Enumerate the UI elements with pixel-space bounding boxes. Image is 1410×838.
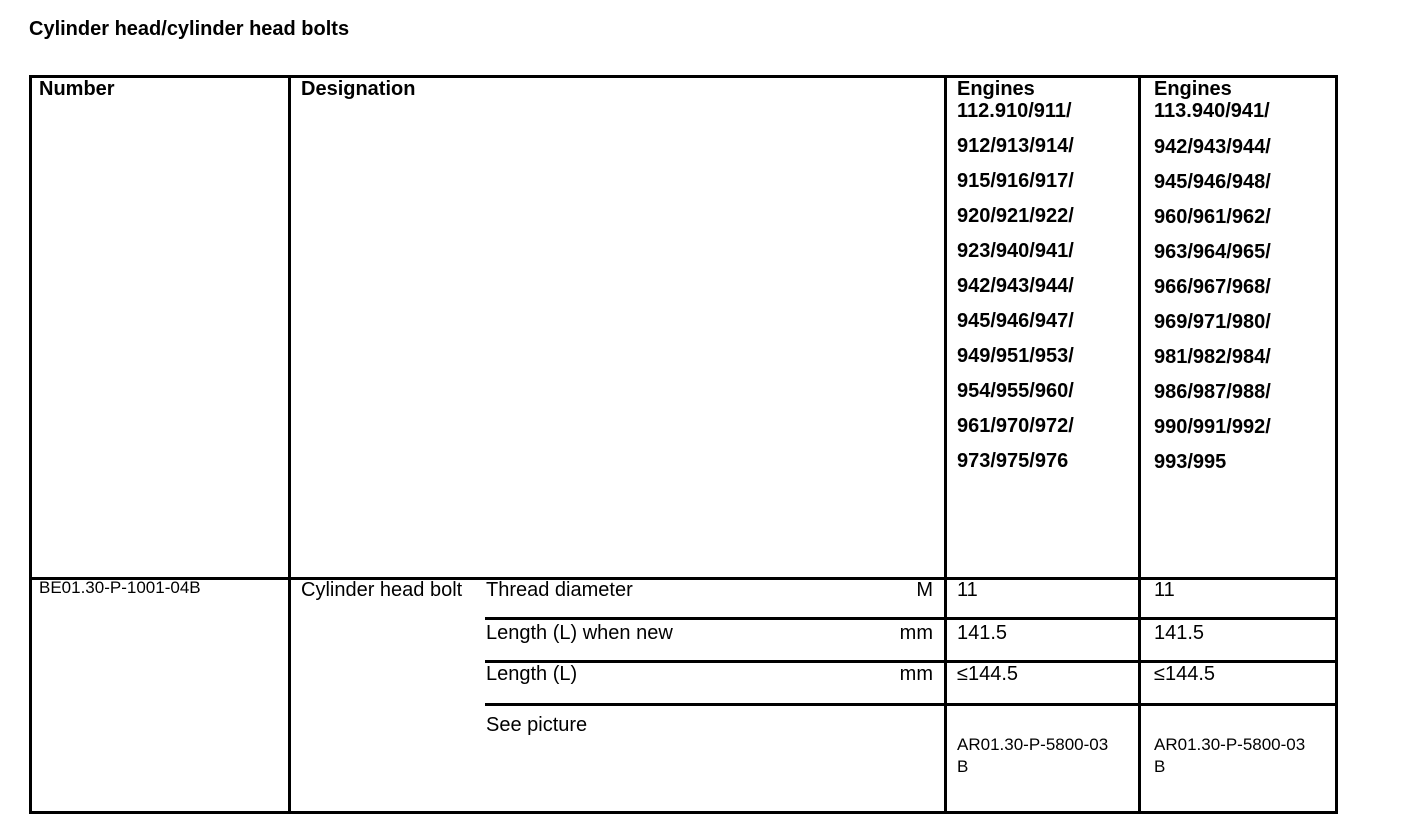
spec-label: Length (L) — [486, 663, 578, 685]
row-divider — [485, 703, 1338, 706]
engine-codes-line: 954/955/960/ — [957, 380, 1074, 402]
table-border-bottom — [29, 811, 1338, 814]
picture-reference-suffix: B — [957, 757, 969, 776]
spec-unit: mm — [899, 622, 933, 644]
engine-codes-line: 945/946/947/ — [957, 310, 1074, 332]
engine-codes-line: 112.910/911/ — [957, 100, 1072, 122]
spec-value: 141.5 — [1154, 622, 1205, 644]
spec-value: 11 — [957, 579, 978, 601]
column-divider — [288, 75, 291, 814]
spec-label: Length (L) when new — [486, 622, 673, 644]
spec-unit: M — [916, 579, 933, 601]
engine-codes-line: 113.940/941/ — [1154, 100, 1270, 122]
page-title: Cylinder head/cylinder head bolts — [29, 18, 350, 40]
spec-label: Thread diameter — [486, 579, 633, 601]
spec-value: ≤144.5 — [1154, 663, 1216, 685]
engine-codes-line: 923/940/941/ — [957, 240, 1074, 262]
spec-value: 141.5 — [957, 622, 1008, 644]
engine-codes-line: 990/991/992/ — [1154, 416, 1271, 438]
engine-codes-line: 960/961/962/ — [1154, 206, 1271, 228]
header-engines-2 — [1154, 78, 1271, 486]
engine-codes-line: 942/943/944/ — [957, 275, 1074, 297]
engine-codes-line: 981/982/984/ — [1154, 346, 1271, 368]
engines-label: Engines — [1154, 78, 1232, 100]
spec-label: See picture — [486, 714, 588, 736]
spec-table — [29, 75, 1338, 814]
engine-codes-line: 993/995 — [1154, 451, 1227, 473]
part-number: BE01.30-P-1001-04B — [39, 578, 201, 597]
picture-reference: AR01.30-P-5800-03 — [957, 735, 1109, 754]
engine-codes-line: 942/943/944/ — [1154, 136, 1271, 158]
engine-codes-line: 973/975/976 — [957, 450, 1069, 472]
row-divider — [485, 617, 1338, 620]
engine-codes-line: 966/967/968/ — [1154, 276, 1271, 298]
spec-unit: mm — [899, 663, 933, 685]
engine-codes-line: 963/964/965/ — [1154, 241, 1271, 263]
engine-codes-line: 945/946/948/ — [1154, 171, 1271, 193]
header-number: Number — [39, 78, 115, 100]
engines-label: Engines — [957, 78, 1035, 100]
header-designation: Designation — [301, 78, 416, 100]
picture-reference: AR01.30-P-5800-03 — [1154, 735, 1306, 754]
header-divider — [29, 577, 1338, 580]
engine-codes-line: 961/970/972/ — [957, 415, 1074, 437]
spec-value: ≤144.5 — [957, 663, 1019, 685]
table-border-left — [29, 75, 32, 814]
table-border-top — [29, 75, 1338, 78]
engine-codes-line: 915/916/917/ — [957, 170, 1074, 192]
engine-codes-line: 969/971/980/ — [1154, 311, 1271, 333]
picture-reference-suffix: B — [1154, 757, 1166, 776]
header-engines-1 — [957, 78, 1074, 485]
part-name: Cylinder head bolt — [301, 579, 463, 601]
spec-value: 11 — [1154, 579, 1175, 601]
engine-codes-line: 912/913/914/ — [957, 135, 1074, 157]
engine-codes-line: 920/921/922/ — [957, 205, 1074, 227]
engine-codes-line: 949/951/953/ — [957, 345, 1074, 367]
engine-codes-line: 986/987/988/ — [1154, 381, 1271, 403]
